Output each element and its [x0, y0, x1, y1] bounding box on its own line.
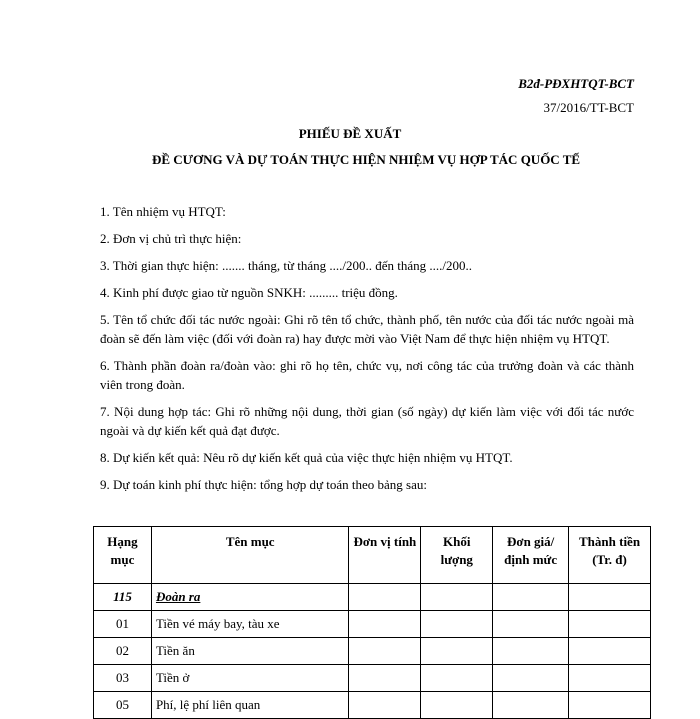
col-header-total: Thành tiền (Tr. đ) [569, 527, 651, 584]
row-code: 03 [94, 665, 152, 692]
form-items [100, 202, 634, 502]
row-name: Tiền ăn [151, 638, 349, 665]
cell-price [493, 665, 569, 692]
cell-total [569, 611, 651, 638]
cell-price [493, 692, 569, 719]
circular-number: 37/2016/TT-BCT [543, 100, 634, 115]
item-host-unit: 2. Đơn vị chủ trì thực hiện: [100, 231, 242, 246]
cell-qty [421, 611, 493, 638]
col-header-qty: Khối lượng [421, 527, 493, 584]
cell-unit [349, 611, 421, 638]
cell-qty [421, 692, 493, 719]
cell-qty [421, 584, 493, 611]
row-name: Đoàn ra [151, 584, 349, 611]
table-row [94, 584, 651, 611]
item-task-name: 1. Tên nhiệm vụ HTQT: [100, 204, 226, 219]
cell-unit [349, 692, 421, 719]
item-content: 7. Nội dung hợp tác: Ghi rõ những nội dung, thời gian (số ngày) dự kiến làm việc với đối tác nước ngoài và dự kiến kết quả đạt được. [100, 404, 634, 438]
row-name: Phí, lệ phí liên quan [151, 692, 349, 719]
cell-price [493, 611, 569, 638]
document-subtitle: ĐỀ CƯƠNG VÀ DỰ TOÁN THỰC HIỆN NHIỆM VỤ HỢP TÁC QUỐC TẾ [151, 152, 581, 167]
item-funding: 4. Kinh phí được giao từ nguồn SNKH: ......... triệu đồng. [100, 285, 398, 300]
item-delegation: 6. Thành phần đoàn ra/đoàn vào: ghi rõ họ tên, chức vụ, nơi công tác của trưởng đoàn và các thành viên trong đoàn. [100, 358, 634, 392]
cell-total [569, 638, 651, 665]
col-header-code: Hạng mục [94, 527, 152, 584]
row-code: 115 [94, 584, 152, 611]
col-header-unit: Đơn vị tính [349, 527, 421, 584]
row-name: Tiền ở [151, 665, 349, 692]
form-code: B2đ-PĐXHTQT-BCT [518, 76, 634, 91]
cell-unit [349, 638, 421, 665]
table-row [94, 638, 651, 665]
item-expected-results: 8. Dự kiến kết quả: Nêu rõ dự kiến kết quả của việc thực hiện nhiệm vụ HTQT. [100, 450, 513, 465]
table-header-row [94, 527, 651, 584]
table-row [94, 665, 651, 692]
item-duration: 3. Thời gian thực hiện: ....... tháng, từ tháng ..../200.. đến tháng ..../200.. [100, 258, 473, 273]
cell-unit [349, 665, 421, 692]
col-header-price: Đơn giá/ định mức [493, 527, 569, 584]
row-code: 02 [94, 638, 152, 665]
row-code: 01 [94, 611, 152, 638]
cell-qty [421, 638, 493, 665]
cell-price [493, 638, 569, 665]
cell-total [569, 665, 651, 692]
table-row [94, 611, 651, 638]
item-partner: 5. Tên tổ chức đối tác nước ngoài: Ghi rõ tên tổ chức, thành phố, tên nước của đối tác nước ngoài mà đoàn sẽ đến làm việc (đối với đoàn ra) hay được mời vào Việt Nam để thực hiện nhiệm vụ HTQT. [100, 312, 634, 346]
row-code: 05 [94, 692, 152, 719]
cell-total [569, 584, 651, 611]
document-title: PHIẾU ĐỀ XUẤT [298, 126, 402, 141]
item-budget: 9. Dự toán kinh phí thực hiện: tổng hợp dự toán theo bảng sau: [100, 477, 427, 492]
table-row [94, 692, 651, 719]
cell-unit [349, 584, 421, 611]
col-header-name: Tên mục [151, 527, 349, 584]
cell-price [493, 584, 569, 611]
cell-qty [421, 665, 493, 692]
row-name: Tiền vé máy bay, tàu xe [151, 611, 349, 638]
budget-table [93, 526, 651, 719]
cell-total [569, 692, 651, 719]
